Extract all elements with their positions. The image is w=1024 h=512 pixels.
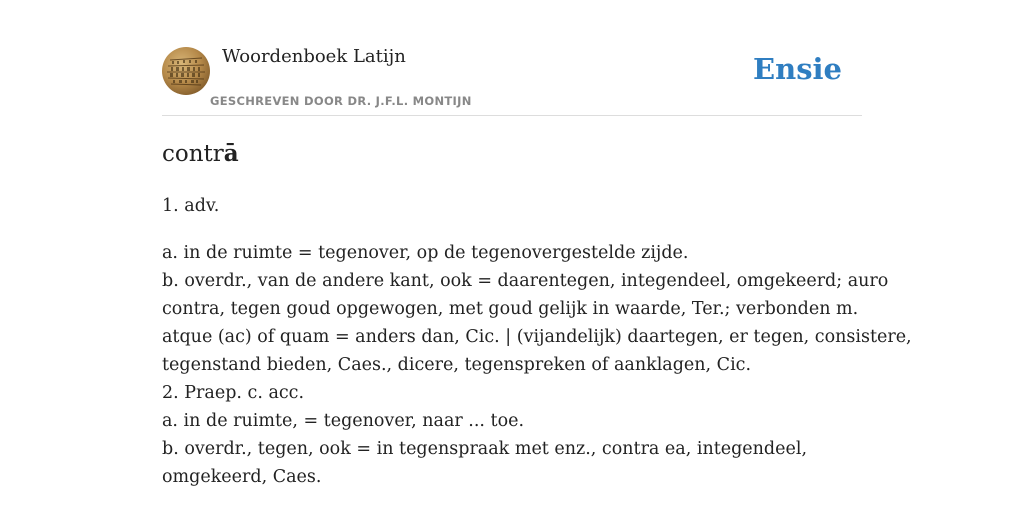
author-byline: GESCHREVEN DOOR DR. J.F.L. MONTIJN <box>210 94 472 108</box>
sense-1-label: 1. adv. <box>162 196 220 216</box>
definition-line: a. in de ruimte = tegenover, op de tegenovergestelde zijde. <box>162 243 689 263</box>
site-title[interactable]: Woordenboek Latijn <box>222 46 406 67</box>
definition-line: 2. Praep. c. acc. <box>162 383 305 403</box>
ensie-logo-link[interactable]: Ensie <box>753 52 842 86</box>
latin-inscription-seal-icon[interactable] <box>162 47 210 95</box>
site-header <box>162 0 862 116</box>
definition-line: b. overdr., van de andere kant, ook = daarentegen, integendeel, omgekeerd; auro <box>162 271 889 291</box>
definition-line: contra, tegen goud opgewogen, met goud gelijk in waarde, Ter.; verbonden m. <box>162 299 859 319</box>
definition-line: b. overdr., tegen, ook = in tegenspraak met enz., contra ea, integendeel, <box>162 439 808 459</box>
definition-line: tegenstand bieden, Caes., dicere, tegenspreken of aanklagen, Cic. <box>162 355 752 375</box>
headword-accent: ā <box>223 140 239 167</box>
headword-plain: contr <box>162 141 224 167</box>
definition-line: omgekeerd, Caes. <box>162 467 322 487</box>
definition-line: atque (ac) of quam = anders dan, Cic. | (vijandelijk) daartegen, er tegen, consistere, <box>162 327 912 347</box>
entry-headword <box>162 140 239 167</box>
entry-definition <box>162 239 912 491</box>
definition-line: a. in de ruimte, = tegenover, naar ... toe. <box>162 411 525 431</box>
page <box>162 0 912 487</box>
